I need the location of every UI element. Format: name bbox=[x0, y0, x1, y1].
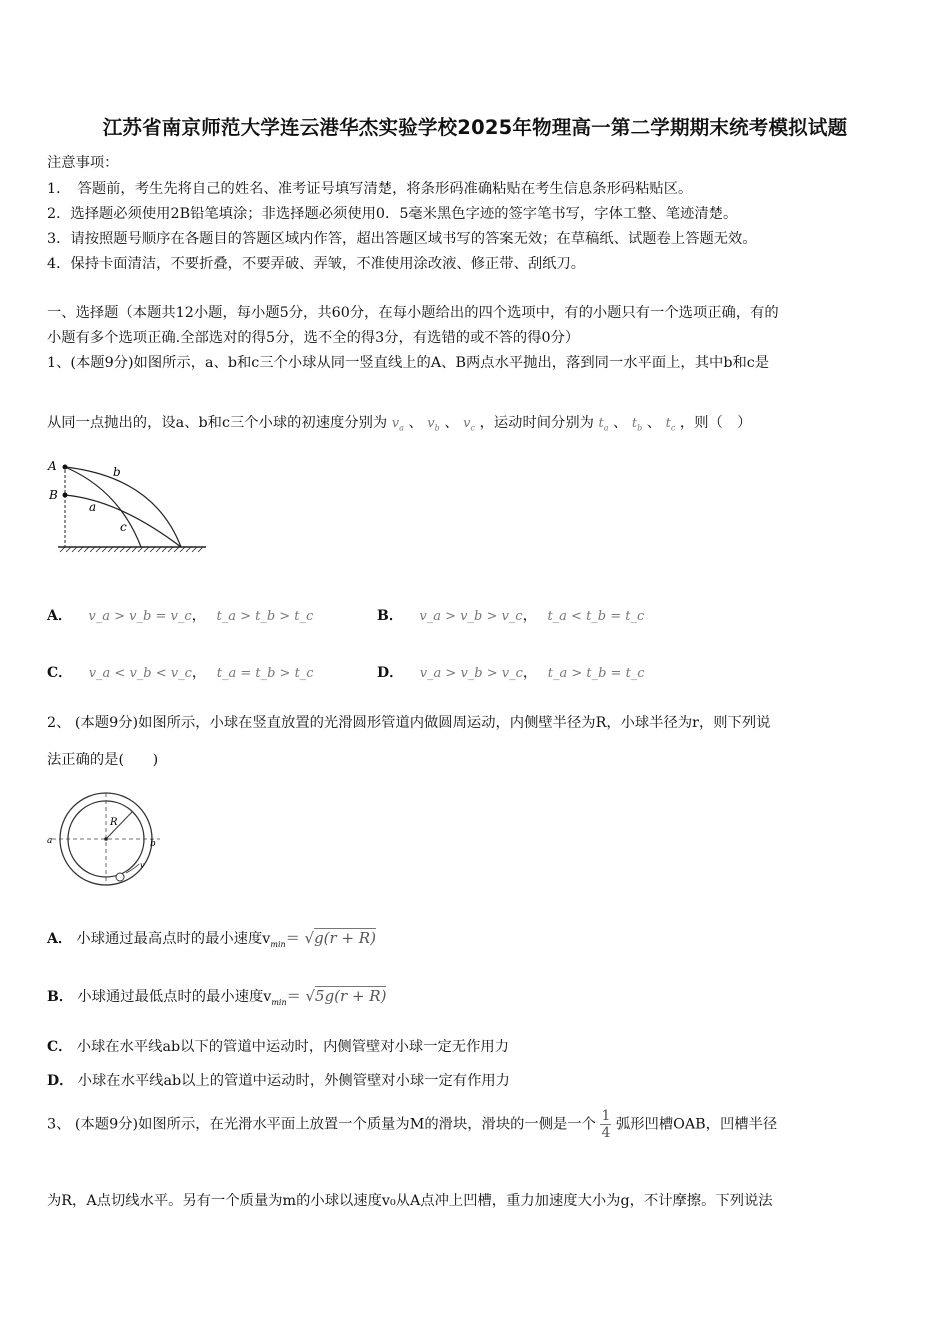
fraction-quarter: $\frac{1}{4}$ bbox=[601, 1108, 611, 1141]
t-c: $t_c$ bbox=[665, 416, 676, 433]
svg-text:B: B bbox=[49, 488, 58, 502]
q1-text: ，则（ ） bbox=[679, 415, 752, 431]
q2-option-a[interactable]: A． 小球通过最高点时的最小速度$v_{min}= √g(r + R)$ bbox=[47, 929, 376, 949]
v-a: $v_a$ bbox=[391, 416, 404, 433]
svg-text:v: v bbox=[140, 861, 145, 870]
notice-item: 1． 答题前，考生先将自己的姓名、准考证号填写清楚，将条形码准确粘贴在考生信息条形码粘贴区。 bbox=[47, 181, 693, 197]
q2-stem-cont: 法正确的是( ) bbox=[47, 752, 159, 768]
notice-heading: 注意事项： bbox=[47, 155, 119, 171]
q3-stem bbox=[47, 1108, 777, 1141]
q2-option-d[interactable]: D． 小球在水平线ab以上的管道中运动时，外侧管壁对小球一定有作用力 bbox=[47, 1073, 510, 1089]
t-a: $t_a$ bbox=[598, 416, 609, 433]
section-heading: 一、选择题（本题共12小题，每小题5分，共60分，在每小题给出的四个选项中，有的小题只有一个选项正确，有的 bbox=[47, 305, 779, 321]
q1-option-d[interactable]: D． v_a > v_b > v_c， t_a > t_b = t_c bbox=[377, 665, 645, 681]
svg-text:R: R bbox=[110, 817, 118, 828]
q3-text: 3、 (本题9分)如图所示，在光滑水平面上放置一个质量为M的滑块，滑块的一侧是一个 bbox=[47, 1116, 596, 1133]
q1-stem: 1、(本题9分)如图所示，a、b和c三个小球从同一竖直线上的A、B两点水平抛出，落到同一水平面上，其中b和c是 bbox=[47, 355, 770, 371]
q1-stem-cont: 从同一点抛出的，设a、b和c三个小球的初速度分别为 $v_a$ 、 $v_b$ 、 $v_c$ ，运动时间分别为 $t_a$ 、 $t_b$ 、 $t_c$ ，则（ ） bbox=[47, 415, 752, 433]
svg-text:a: a bbox=[89, 500, 97, 514]
q1-projectile-figure bbox=[44, 455, 209, 560]
v-c: $v_c$ bbox=[463, 416, 476, 433]
q1-text: 从同一点抛出的，设a、b和c三个小球的初速度分别为 bbox=[47, 415, 388, 431]
q1-text: ，运动时间分别为 bbox=[479, 415, 594, 431]
notice-item: 4．保持卡面清洁，不要折叠，不要弄破、弄皱，不准使用涂改液、修正带、刮纸刀。 bbox=[47, 256, 586, 272]
svg-text:b: b bbox=[150, 839, 156, 849]
q2-stem: 2、 (本题9分)如图所示，小球在竖直放置的光滑圆形管道内做圆周运动，内侧壁半径为R，小球半径为r，则下列说 bbox=[47, 715, 771, 731]
svg-text:b: b bbox=[113, 465, 121, 479]
q1-option-a[interactable]: A． v_a > v_b = v_c， t_a > t_b > t_c bbox=[47, 608, 314, 624]
svg-text:c: c bbox=[120, 520, 127, 534]
svg-text:a: a bbox=[47, 836, 53, 846]
svg-text:A: A bbox=[48, 459, 57, 473]
q1-option-b[interactable]: B． v_a > v_b > v_c， t_a < t_b = t_c bbox=[377, 608, 645, 624]
notice-item: 3．请按照题号顺序在各题目的答题区域内作答，超出答题区域书写的答案无效；在草稿纸、试题卷上答题无效。 bbox=[47, 231, 757, 247]
q3-stem-cont: 为R，A点切线水平。另有一个质量为m的小球以速度v₀从A点冲上凹槽，重力加速度大小为g，不计摩擦。下列说法 bbox=[47, 1193, 773, 1209]
notice-item: 2．选择题必须使用2B铅笔填涂；非选择题必须使用0．5毫米黑色字迹的签字笔书写，字体工整、笔迹清楚。 bbox=[47, 206, 738, 222]
section-heading-cont: 小题有多个选项正确.全部选对的得5分，选不全的得3分，有选错的或不答的得0分） bbox=[47, 330, 580, 346]
q3-text: 弧形凹槽OAB，凹槽半径 bbox=[615, 1116, 778, 1133]
q2-circular-tube-figure bbox=[44, 785, 169, 897]
q2-option-b[interactable]: B． 小球通过最低点时的最小速度$v_{min}= √5g(r + R)$ bbox=[47, 987, 387, 1007]
page-title: 江苏省南京师范大学连云港华杰实验学校2025年物理高一第二学期期末统考模拟试题 bbox=[102, 116, 848, 139]
q1-option-c[interactable]: C． v_a < v_b < v_c， t_a = t_b > t_c bbox=[47, 665, 314, 681]
q2-option-c[interactable]: C． 小球在水平线ab以下的管道中运动时，内侧管壁对小球一定无作用力 bbox=[47, 1039, 509, 1055]
v-b: $v_b$ bbox=[427, 416, 440, 433]
trajectory-c bbox=[65, 467, 141, 547]
t-b: $t_b$ bbox=[631, 416, 643, 433]
